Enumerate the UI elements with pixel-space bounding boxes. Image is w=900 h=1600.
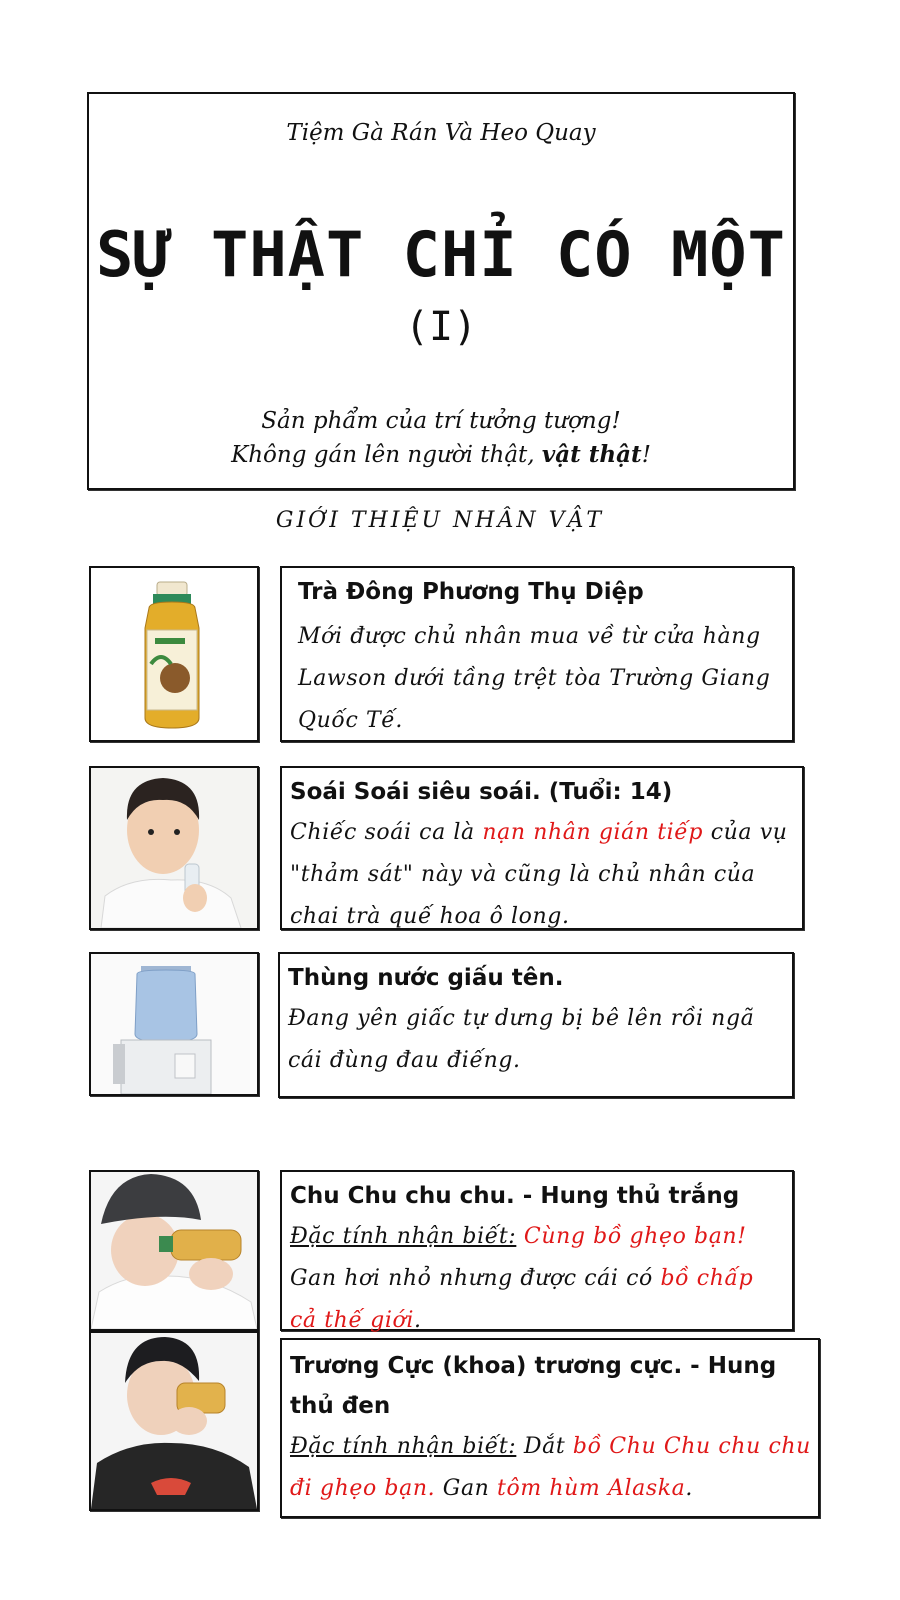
character-name: Thùng nước giấu tên.: [288, 965, 564, 991]
character-name: Soái Soái siêu soái. (Tuổi: 14): [290, 779, 673, 805]
character-card-tea: [280, 566, 794, 742]
desc-highlight: bồ chấp cả thế giới: [290, 1266, 754, 1333]
soai-soai-photo: [89, 766, 259, 930]
character-description: [290, 1216, 786, 1342]
character-description: [290, 812, 796, 938]
character-card-soai-soai: [280, 766, 804, 930]
character-description: [290, 1426, 812, 1510]
desc-text: .: [685, 1476, 693, 1501]
disclaimer: [89, 404, 793, 472]
story-subtitle: Tiệm Gà Rán Và Heo Quay: [286, 120, 596, 146]
desc-text: của vụ "thảm sát" này và cũng là chủ nhân của chai trà quế hoa ô long.: [290, 820, 788, 929]
story-title: SỰ THẬT CHỈ CÓ MỘT: [96, 218, 786, 291]
character-card-truong-cuc: [280, 1338, 820, 1518]
desc-text: Chiếc soái ca là: [290, 820, 483, 845]
character-name: Trà Đông Phương Thụ Diệp: [298, 579, 644, 605]
trait-label: Đặc tính nhận biết:: [290, 1224, 517, 1249]
desc-highlight: Cùng bồ ghẹo bạn!: [516, 1224, 747, 1249]
tea-bottle-image: [89, 566, 259, 742]
disclaimer-bold: vật thật: [541, 441, 642, 468]
part-number: (I): [404, 304, 478, 350]
desc-text: Dắt: [516, 1434, 573, 1459]
desc-text: .: [413, 1308, 422, 1333]
character-name: Trương Cực (khoa) trương cực. - Hung thủ đen: [290, 1353, 777, 1419]
desc-highlight: tôm hùm Alaska: [497, 1476, 686, 1501]
disclaimer-end: !: [641, 442, 651, 468]
desc-highlight: bồ Chu Chu chu chu đi ghẹo bạn.: [290, 1434, 811, 1501]
character-card-water-dispenser: [278, 952, 794, 1098]
water-dispenser-image: [89, 952, 259, 1096]
trait-label: Đặc tính nhận biết:: [290, 1434, 517, 1459]
disclaimer-line-2: [89, 438, 793, 472]
truong-cuc-photo: [89, 1331, 259, 1511]
section-title: GIỚI THIỆU NHÂN VẬT: [275, 508, 605, 533]
chu-chu-photo: [89, 1170, 259, 1331]
disclaimer-line-1: Sản phẩm của trí tưởng tượng!: [261, 408, 621, 434]
desc-text: Gan hơi nhỏ nhưng được cái có: [290, 1266, 661, 1291]
character-card-chu-chu: [280, 1170, 794, 1331]
cover-panel: [87, 92, 795, 490]
desc-highlight: nạn nhân gián tiếp: [482, 820, 704, 845]
character-name: Chu Chu chu chu. - Hung thủ trắng: [290, 1183, 740, 1209]
character-description: Mới được chủ nhân mua về từ cửa hàng Lawson dưới tầng trệt tòa Trường Giang Quốc Tế.: [298, 624, 771, 733]
character-description: Đang yên giấc tự dưng bị bê lên rồi ngã cái đùng đau điếng.: [288, 1006, 755, 1073]
desc-text: Gan: [435, 1476, 498, 1501]
disclaimer-text: Không gán lên người thật,: [231, 442, 542, 468]
